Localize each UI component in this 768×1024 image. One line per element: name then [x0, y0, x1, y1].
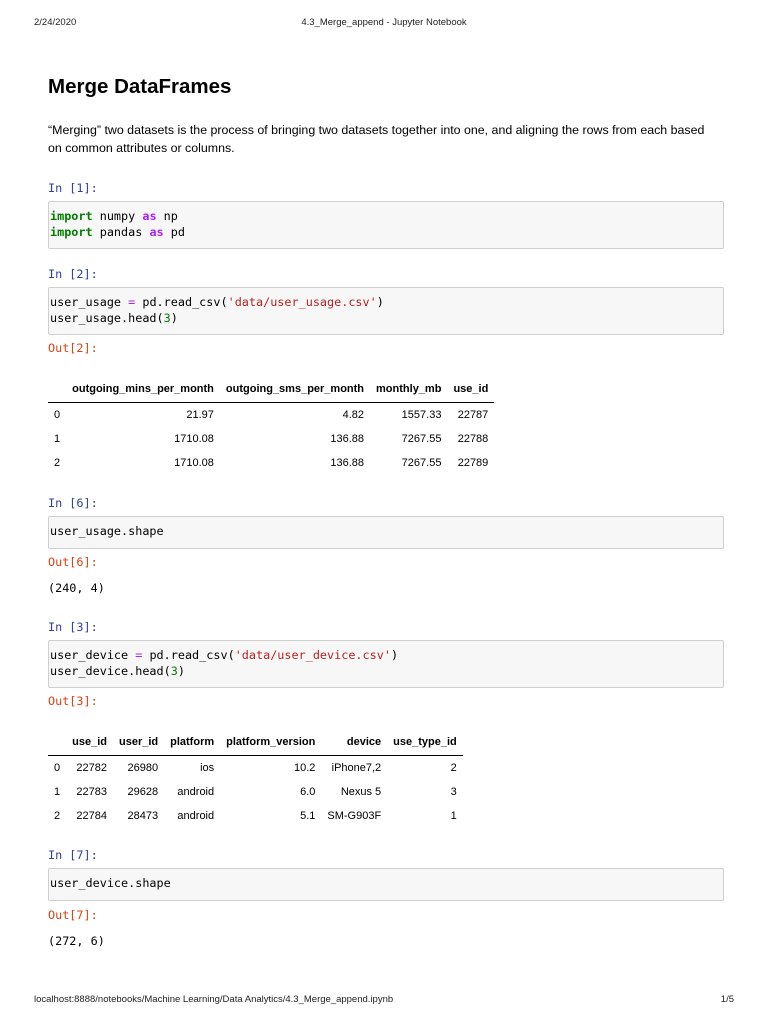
in-prompt-7: In [7]:	[48, 848, 98, 862]
column-header	[48, 376, 66, 403]
table-cell: 22789	[457, 457, 489, 469]
out-prompt-7: Out[7]:	[48, 908, 98, 922]
out-prompt-2: Out[2]:	[48, 341, 98, 355]
table-row	[48, 756, 463, 781]
table-cell: 1710.08	[174, 433, 214, 445]
user-usage-table	[48, 376, 494, 475]
code-token: )	[170, 311, 178, 325]
column-header: device	[346, 736, 382, 748]
in-prompt-2: In [2]:	[48, 267, 98, 281]
code-token: )	[376, 295, 384, 309]
column-header: use_type_id	[393, 736, 457, 748]
in-prompt-6: In [6]:	[48, 496, 98, 510]
column-header: platform	[170, 736, 215, 748]
table-cell: 7267.55	[401, 457, 442, 469]
table-cell: 22787	[457, 409, 489, 421]
code-token: numpy	[92, 209, 143, 223]
table-cell: 29628	[127, 786, 159, 798]
table-cell: 1710.08	[174, 457, 214, 469]
code-token: user_device.head(	[50, 664, 171, 678]
output-text-7: (272, 6)	[48, 934, 105, 948]
table-cell: iPhone7,2	[331, 762, 382, 774]
intro-text: “Merging” two datasets is the process of bringing two datasets together into one, and aligning the rows from each based on common attributes or columns.	[48, 123, 705, 155]
table-row	[48, 403, 494, 428]
output-text-6: (240, 4)	[48, 581, 105, 595]
page-title: Merge DataFrames	[48, 75, 232, 98]
table-cell: android	[177, 786, 215, 798]
table-cell: 3	[450, 786, 457, 798]
table-cell: SM-G903F	[327, 810, 382, 822]
row-index: 1	[54, 786, 61, 798]
code-cell-3[interactable]	[48, 640, 724, 688]
column-header: platform_version	[226, 736, 316, 748]
out-prompt-3: Out[3]:	[48, 694, 98, 708]
column-header: outgoing_sms_per_month	[225, 383, 365, 395]
table-row	[48, 427, 494, 451]
table-row	[48, 451, 494, 475]
code-token: 3	[170, 664, 178, 678]
table-row	[48, 780, 463, 804]
out-prompt-6: Out[6]:	[48, 555, 98, 569]
table-cell: 22782	[76, 762, 107, 774]
print-date: 2/24/2020	[34, 17, 77, 28]
row-index: 0	[54, 409, 61, 421]
code-cell-6[interactable]: user_usage.shape	[48, 516, 724, 549]
code-cell-7[interactable]: user_device.shape	[48, 868, 724, 901]
table-cell: 10.2	[293, 762, 316, 774]
table-cell: 136.88	[330, 457, 365, 469]
column-header: user_id	[118, 736, 159, 748]
code-token: as	[149, 225, 164, 239]
in-prompt-1: In [1]:	[48, 181, 98, 195]
table-header-row	[48, 729, 463, 756]
code-cell-2[interactable]	[48, 287, 724, 335]
column-header: use_id	[453, 383, 489, 395]
code-cell-1[interactable]	[48, 201, 724, 249]
table-cell: 4.82	[342, 409, 365, 421]
table-cell: 22784	[76, 810, 107, 822]
code-token: import	[50, 225, 93, 239]
row-index: 0	[54, 762, 61, 774]
print-header	[0, 17, 768, 31]
table-cell: 7267.55	[401, 433, 442, 445]
code-token: user_usage.head(	[50, 311, 164, 325]
column-header: use_id	[72, 736, 107, 748]
table-row	[48, 804, 463, 828]
table-cell: ios	[200, 762, 215, 774]
page-number: 1/5	[720, 994, 734, 1005]
code-token: pd	[163, 225, 185, 239]
table-header-row	[48, 376, 494, 403]
code-token: =	[135, 648, 143, 662]
row-index: 1	[54, 433, 61, 445]
code-token: )	[390, 648, 399, 662]
column-header: monthly_mb	[376, 383, 442, 395]
code-token: 3	[163, 311, 171, 325]
code-token: as	[142, 209, 157, 223]
in-prompt-3: In [3]:	[48, 620, 98, 634]
table-cell: 1557.33	[401, 409, 442, 421]
code-token: pd.read_csv(	[135, 295, 228, 309]
code-token: 'data/user_device.csv'	[234, 648, 391, 662]
table-cell: 1	[450, 810, 457, 822]
table-cell: 5.1	[300, 810, 316, 822]
row-index: 2	[54, 810, 61, 822]
print-title: 4.3_Merge_append - Jupyter Notebook	[301, 17, 467, 28]
table-cell: 22783	[76, 786, 107, 798]
table-cell: 2	[450, 762, 457, 774]
user-device-table	[48, 729, 463, 828]
code-token: )	[177, 664, 185, 678]
table-cell: 28473	[127, 810, 159, 822]
column-header	[48, 729, 66, 756]
row-index: 2	[54, 457, 61, 469]
table-cell: Nexus 5	[340, 786, 382, 798]
code-token: user_usage	[50, 295, 129, 309]
print-url: localhost:8888/notebooks/Machine Learning/Data Analytics/4.3_Merge_append.ipynb	[34, 994, 394, 1005]
code-token: user_device	[50, 648, 136, 662]
table-cell: 26980	[127, 762, 159, 774]
code-token: np	[156, 209, 178, 223]
table-cell: 136.88	[330, 433, 365, 445]
code-token: pd.read_csv(	[142, 648, 235, 662]
column-header: outgoing_mins_per_month	[72, 383, 214, 395]
table-cell: 22788	[457, 433, 489, 445]
code-token: import	[50, 209, 93, 223]
code-token: 'data/user_usage.csv'	[227, 295, 377, 309]
table-cell: 6.0	[300, 786, 316, 798]
code-token: pandas	[92, 225, 150, 239]
code-token: =	[128, 295, 136, 309]
table-cell: android	[177, 810, 215, 822]
table-cell: 21.97	[186, 409, 214, 421]
